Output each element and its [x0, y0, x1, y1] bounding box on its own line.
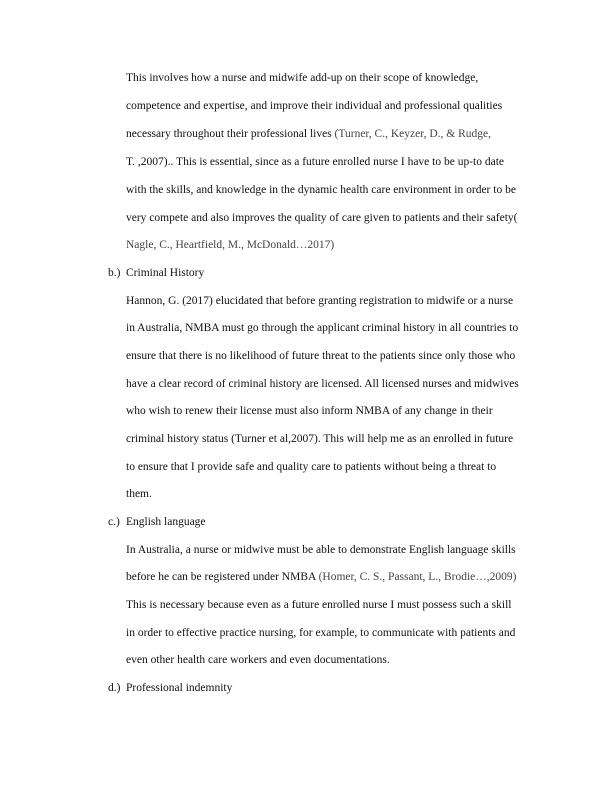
section-heading-criminal-history: Criminal History: [126, 267, 205, 279]
paragraph-line: ensure that there is no likelihood of future threat to the patients since only those who: [126, 350, 516, 362]
paragraph-line: even other health care workers and even documentations.: [126, 654, 390, 666]
list-marker-d: d.): [108, 682, 121, 694]
section-heading-english-language: English language: [126, 516, 206, 528]
paragraph-line: have a clear record of criminal history are licensed. All licensed nurses and midwives: [126, 378, 519, 390]
paragraph-line: who wish to renew their license must also inform NMBA of any change in their: [126, 405, 493, 417]
paragraph-line: In Australia, a nurse or midwive must be able to demonstrate English language skills: [126, 544, 516, 556]
paragraph-line: This involves how a nurse and midwife add-up on their scope of knowledge,: [126, 72, 479, 84]
paragraph-line: to ensure that I provide safe and quality care to patients without being a threat to: [126, 461, 497, 473]
paragraph-line: competence and expertise, and improve their individual and professional qualities: [126, 100, 503, 112]
paragraph-line: with the skills, and knowledge in the dynamic health care environment in order to be: [126, 184, 516, 196]
paragraph-line: them.: [126, 488, 152, 500]
paragraph-line: T. ,2007).. This is essential, since as a future enrolled nurse I have to be up-to date: [126, 156, 505, 168]
paragraph-line: [126, 570, 516, 584]
paragraph-line: very compete and also improves the quality of care given to patients and their safety(: [126, 212, 518, 224]
paragraph-line: Hannon, G. (2017) elucidated that before granting registration to midwife or a nurse: [126, 295, 514, 307]
citation: Nagle, C., Heartfield, M., McDonald…2017): [126, 239, 335, 251]
paragraph-line: This is necessary because even as a future enrolled nurse I must possess such a skill: [126, 599, 512, 611]
list-marker-c: c.): [108, 516, 120, 528]
section-heading-professional-indemnity: Professional indemnity: [126, 682, 233, 694]
paragraph-line: in Australia, NMBA must go through the applicant criminal history in all countries to: [126, 322, 519, 334]
paragraph-line: [126, 127, 491, 141]
paragraph-line: in order to effective practice nursing, for example, to communicate with patients and: [126, 627, 516, 639]
paragraph-text: before he can be registered under NMBA: [126, 571, 319, 583]
citation: (Turner, C., Keyzer, D., & Rudge,: [334, 128, 491, 140]
citation: (Homer, C. S., Passant, L., Brodie…,2009): [318, 571, 517, 583]
paragraph-text: necessary throughout their professional lives: [126, 128, 335, 140]
paragraph-line: criminal history status (Turner et al,2007). This will help me as an enrolled in future: [126, 433, 514, 445]
list-marker-b: b.): [108, 267, 121, 279]
